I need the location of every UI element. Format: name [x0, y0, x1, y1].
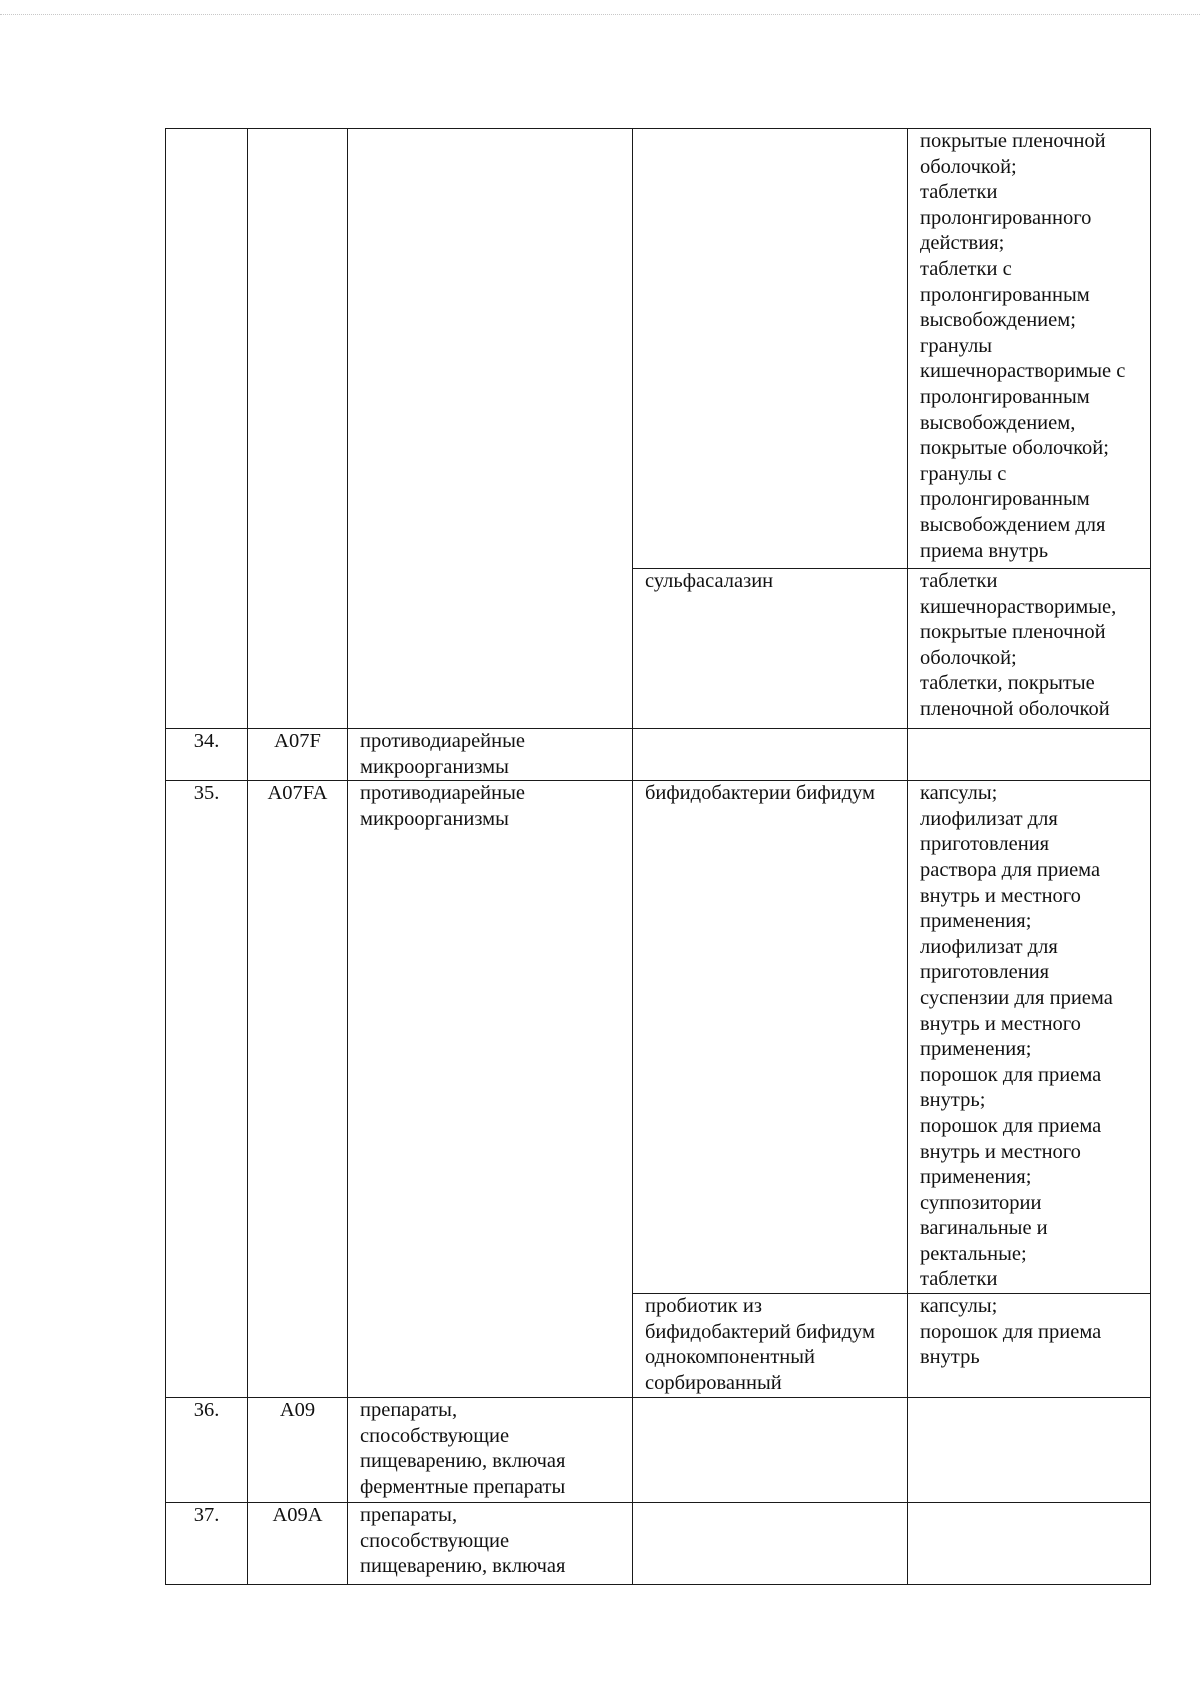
table-row	[166, 781, 1151, 1294]
group-cell	[348, 129, 633, 729]
drug-list-table	[165, 128, 1151, 1585]
atc-code-cell: A09	[248, 1398, 348, 1503]
group-cell: противодиарейные микроорганизмы	[348, 729, 633, 781]
atc-code-cell: A07FA	[248, 781, 348, 1398]
drug-cell	[633, 129, 908, 569]
row-number-cell: 35.	[166, 781, 248, 1398]
drug-cell	[633, 729, 908, 781]
drug-cell	[633, 1503, 908, 1585]
table-row	[166, 1398, 1151, 1503]
forms-cell: покрытые пленочной оболочкой; таблетки пролонгированного действия; таблетки с пролонгированным высвобождением; гранулы кишечнорастворимые с пролонгированным высвобождением, покрытые оболочкой; гранулы с пролонгированным высвобождением для приема внутрь	[908, 129, 1151, 569]
table-row	[166, 129, 1151, 569]
forms-cell: таблетки кишечнорастворимые, покрытые пленочной оболочкой; таблетки, покрытые пленочной оболочкой	[908, 569, 1151, 729]
atc-code-cell	[248, 129, 348, 729]
scan-top-edge	[0, 14, 1200, 16]
table-row	[166, 729, 1151, 781]
forms-cell	[908, 1398, 1151, 1503]
drug-cell: пробиотик из бифидобактерий бифидум однокомпонентный сорбированный	[633, 1294, 908, 1398]
forms-cell	[908, 1503, 1151, 1585]
drug-cell: бифидобактерии бифидум	[633, 781, 908, 1294]
atc-code-cell: A09A	[248, 1503, 348, 1585]
row-number-cell	[166, 129, 248, 729]
row-number-cell: 34.	[166, 729, 248, 781]
group-cell: препараты, способствующие пищеварению, включая	[348, 1503, 633, 1585]
forms-cell: капсулы; порошок для приема внутрь	[908, 1294, 1151, 1398]
forms-cell	[908, 729, 1151, 781]
group-cell: препараты, способствующие пищеварению, включая ферментные препараты	[348, 1398, 633, 1503]
row-number-cell: 36.	[166, 1398, 248, 1503]
group-cell: противодиарейные микроорганизмы	[348, 781, 633, 1398]
drug-cell: сульфасалазин	[633, 569, 908, 729]
drug-cell	[633, 1398, 908, 1503]
row-number-cell: 37.	[166, 1503, 248, 1585]
table-row	[166, 1503, 1151, 1585]
atc-code-cell: A07F	[248, 729, 348, 781]
forms-cell: капсулы; лиофилизат для приготовления раствора для приема внутрь и местного применения; лиофилизат для приготовления суспензии для приема внутрь и местного применения; порошок для приема внутрь; порошок для приема внутрь и местного применения; суппозитории вагинальные и ректальные; таблетки	[908, 781, 1151, 1294]
